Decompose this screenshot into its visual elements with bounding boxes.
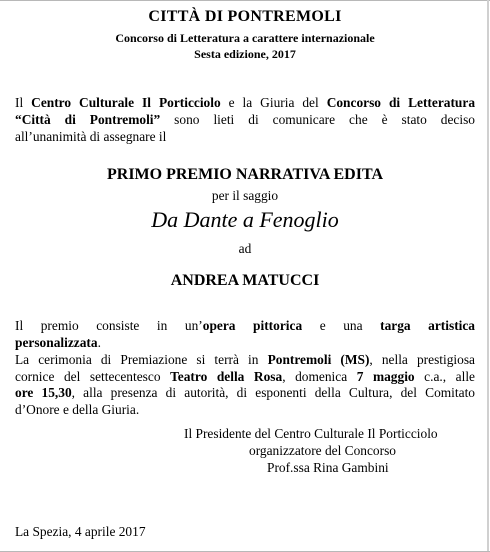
prize-desc-text: . [97,334,101,350]
ceremony-line-1 [15,352,475,369]
prize-item-plaque: targa artistica [380,318,476,333]
ceremony-line-2 [15,369,475,386]
signature-line-1: Il Presidente del Centro Culturale Il Porticciolo [184,426,438,441]
intro-line-3: all’unanimità di assegnare il [15,129,167,144]
prize-recipient-preposition: ad [238,241,252,256]
ceremony-text: , alla presenza di autorità, di esponenti della Cultura, del Comitato [71,385,475,400]
intro-text: e la Giuria del [220,95,327,110]
ceremony-text: , domenica [282,368,357,384]
document-date: La Spezia, 4 aprile 2017 [15,524,146,539]
ceremony-date: 7 maggio [356,368,415,384]
organizer-name: Centro Culturale Il Porticciolo [31,95,221,110]
intro-text: Il [15,95,32,110]
ceremony-text: , nella prestigiosa [369,352,475,367]
prize-item-painting: opera pittorica [202,318,303,333]
book-title: Da Dante a Fenoglio [151,207,339,232]
contest-edition: Sesta edizione, 2017 [194,47,296,61]
ceremony-time: ore 15,30 [15,385,72,400]
page-edge-top [0,0,490,1]
intro-paragraph [15,94,475,145]
prize-desc-text: Il premio consiste in un’ [15,318,203,333]
intro-line-2 [15,111,475,128]
ceremony-text: cornice del settecentesco [15,368,171,384]
signature-line-2: organizzatore del Concorso [249,443,396,458]
prize-item-plaque-cont: personalizzata [15,334,98,350]
ceremony-line-4: d’Onore e della Giuria. [15,401,140,417]
ceremony-location: Pontremoli (MS) [267,352,370,367]
intro-line-1 [15,94,475,111]
signature-name: Prof.ssa Rina Gambini [267,460,389,475]
prize-desc-line-1 [15,318,475,335]
ceremony-text: La cerimonia di Premiazione si terrà in [15,352,268,367]
document-title: CITTÀ DI PONTREMOLI [148,8,342,25]
winner-name: ANDREA MATUCCI [170,272,320,289]
contest-subtitle: Concorso di Letteratura a carattere internazionale [115,31,375,45]
ceremony-paragraph [15,352,475,418]
prize-title: PRIMO PREMIO NARRATIVA EDITA [106,166,383,183]
contest-city-name: “Città di Pontremoli” [15,112,161,127]
ceremony-venue: Teatro della Rosa [170,368,283,384]
prize-description [15,318,475,351]
prize-category-text: per il saggio [211,188,279,203]
ceremony-line-3 [15,385,475,402]
intro-text: sono lieti di comunicare che è stato deciso [160,112,475,127]
prize-desc-text: e una [302,318,381,333]
ceremony-text: c.a., alle [414,368,475,384]
contest-name: Concorso di Letteratura [326,95,476,110]
prize-desc-line-2 [15,335,475,352]
